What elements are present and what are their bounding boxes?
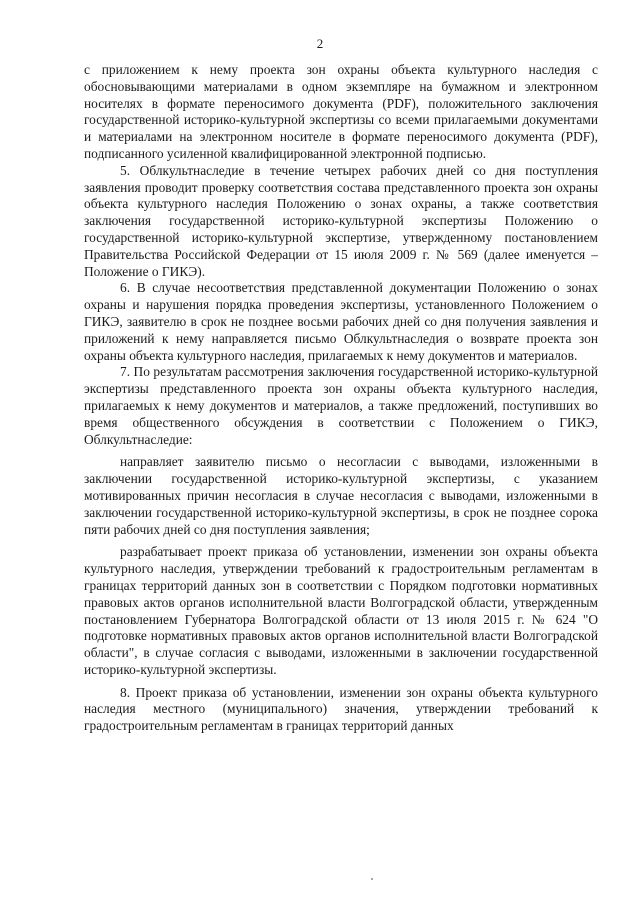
paragraph-8: 8. Проект приказа об установлении, изменении зон охраны объекта культурного наследия местного (муниципального) значения, утверждении требований к градостроительным регламентам в границах территорий данных: [84, 684, 598, 734]
paragraph-continuation: с приложением к нему проекта зон охраны объекта культурного наследия с обосновывающими материалами в одном экземпляре на бумажном и электронном носителях в формате переносимого документа (PDF), положительного заключения государственной историко-культурной экспертизы со всеми прилагаемыми документами и материалами на электронном носителе в формате переносимого документа (PDF), подписанного усиленной квалифицированной электронной подписью.: [84, 62, 598, 161]
scan-speck: [371, 878, 373, 880]
paragraph-7: 7. По результатам рассмотрения заключения государственной историко-культурной экспертизы представленного проекта зон охраны объекта культурного наследия, прилагаемых к нему документов и материалов, а также предложений, поступивших во время общественного обсуждения в соответствии с Положением о ГИКЭ, Облкультнаследие:: [84, 364, 598, 447]
paragraph-5: 5. Облкультнаследие в течение четырех рабочих дней со дня поступления заявления проводит проверку соответствия состава представленного проекта зон охраны объекта культурного наследия Положению о зонах охраны, а также соответствия заключения государственной историко-культурной экспертизы Положению о государственной историко-культурной экспертизе, утвержденному постановлением Правительства Российской Федерации от 15 июля 2009 г. № 569 (далее именуется – Положение о ГИКЭ).: [84, 162, 598, 279]
document-body: [84, 62, 598, 735]
page-number: 2: [316, 36, 324, 51]
paragraph-7-item-1: направляет заявителю письмо о несогласии с выводами, изложенными в заключении государственной историко-культурной экспертизы, с указанием мотивированных причин несогласия в случае несогласия с выводами, изложенными в заключении государственной историко-культурной экспертизы, в срок не позднее сорока пяти рабочих дней со дня поступления заявления;: [84, 454, 598, 537]
paragraph-6: 6. В случае несоответствия представленной документации Положению о зонах охраны и нарушения порядка проведения экспертизы, установленного Положением о ГИКЭ, заявителю в срок не позднее восьми рабочих дней со дня получения заявления и приложений к нему направляется письмо Облкультнаследия о возврате проекта зон охраны объекта культурного наследия, прилагаемых к нему документов и материалов.: [84, 280, 598, 363]
paragraph-7-item-2: разрабатывает проект приказа об установлении, изменении зон охраны объекта культурного наследия, утверждении требований к градостроительным регламентам в границах территорий данных зон в соответствии с Порядком подготовки нормативных правовых актов органов исполнительной власти Волгоградской области, утвержденным постановлением Губернатора Волгоградской области от 13 июля 2015 г. № 624 "О подготовке нормативных правовых актов органов исполнительной власти Волгоградской области", в случае согласия с выводами, изложенными в заключении государственной историко-культурной экспертизы.: [84, 544, 598, 677]
